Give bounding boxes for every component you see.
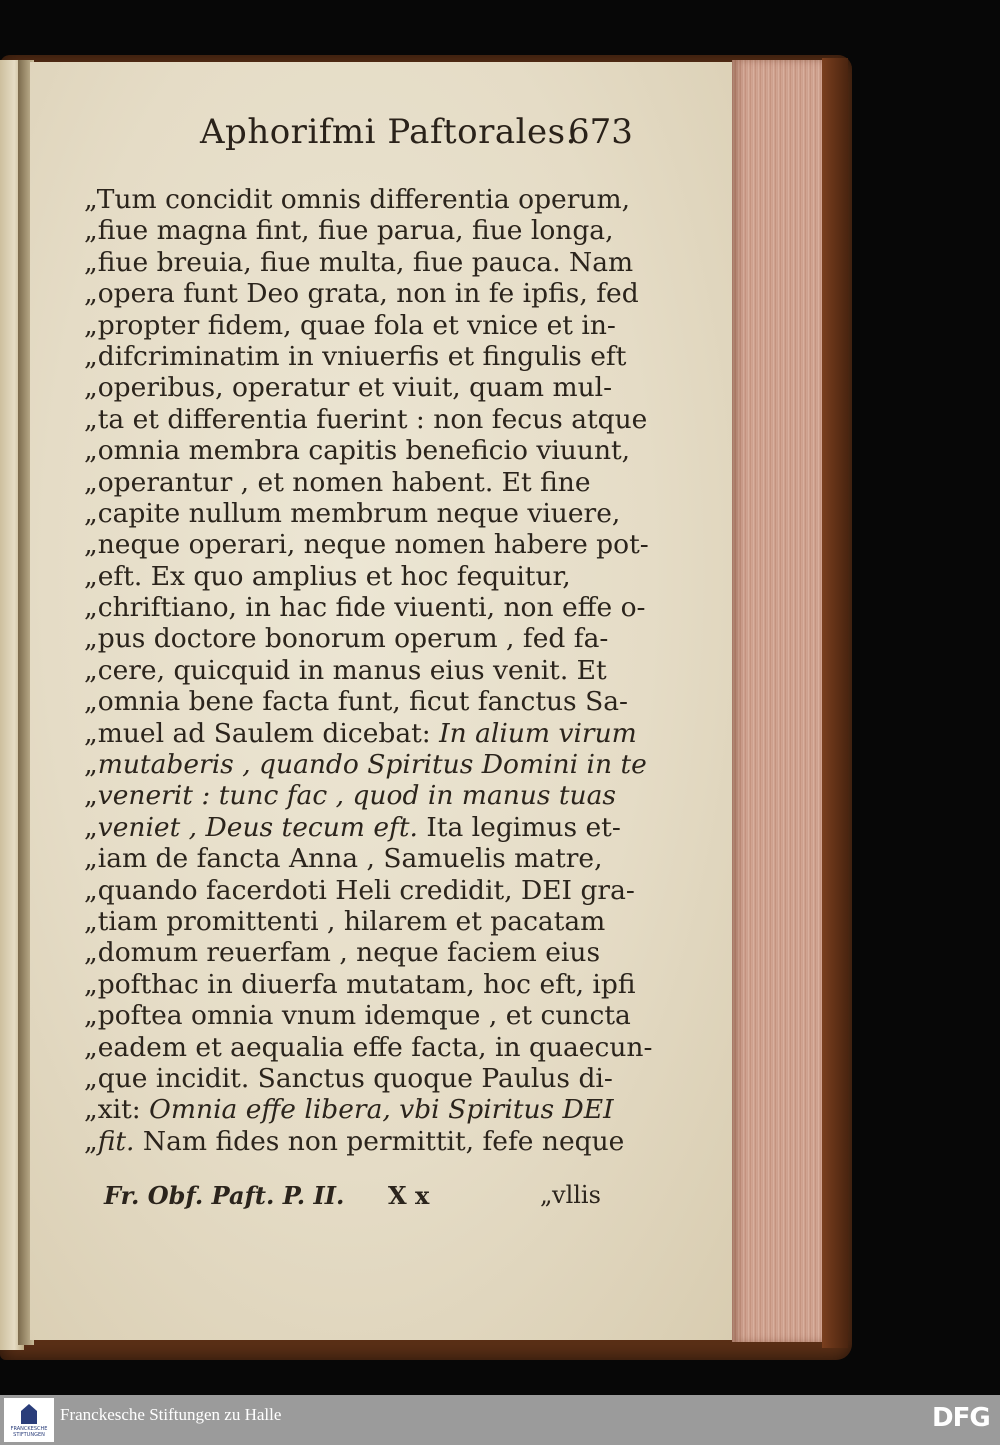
- text-segment: „opera funt Deo grata, non in fe ipfis, fed: [84, 278, 639, 310]
- text-segment: Ita legimus et-: [417, 811, 621, 843]
- text-line: [84, 310, 644, 341]
- credit-bar: [0, 1395, 1000, 1445]
- text-segment: „muel ad Saulem dicebat:: [84, 717, 440, 749]
- text-segment: „: [84, 780, 98, 812]
- text-segment: „: [84, 811, 98, 843]
- text-line: [84, 467, 644, 498]
- text-segment: „propter fidem, quae fola et vnice et in-: [84, 309, 616, 341]
- text-line: [84, 247, 644, 278]
- text-segment: „chriftiano, in hac fide viuenti, non effe o-: [84, 592, 646, 624]
- text-line: [84, 969, 644, 1000]
- signature-mark: X x: [388, 1181, 430, 1210]
- logo-caption: FRANCKESCHE STIFTUNGEN: [10, 1426, 48, 1438]
- text-segment: Omnia effe libera, vbi Spiritus DEI: [149, 1094, 614, 1126]
- text-segment: „capite nullum membrum neque viuere,: [84, 497, 621, 529]
- text-line: [84, 749, 647, 781]
- text-line: [84, 403, 648, 435]
- text-line: [84, 655, 644, 686]
- text-line: [84, 561, 644, 592]
- text-line: [84, 435, 644, 466]
- text-line: [84, 529, 649, 561]
- text-segment: „omnia bene facta funt, ficut fanctus Sa-: [84, 686, 628, 718]
- text-segment: „ta et differentia fuerint : non fecus atque: [84, 403, 648, 435]
- text-segment: „: [84, 749, 98, 781]
- text-line: [84, 1063, 644, 1094]
- orphanage-icon: [21, 1404, 37, 1424]
- catchword: „vllis: [540, 1181, 601, 1209]
- text-segment: „eadem et aequalia effe facta, in quaecun-: [84, 1031, 653, 1063]
- text-segment: „pus doctore bonorum operum , fed fa-: [84, 623, 609, 655]
- text-segment: In alium virum: [439, 717, 637, 749]
- text-line: [84, 215, 644, 246]
- text-line: [84, 372, 644, 403]
- text-line: [84, 623, 644, 654]
- signature-left: Fr. Obf. Paft. P. II.: [104, 1181, 345, 1210]
- text-line: [84, 937, 644, 968]
- text-line: [84, 592, 644, 623]
- text-segment: „cere, quicquid in manus eius venit. Et: [84, 654, 607, 686]
- page-edges: [732, 60, 824, 1342]
- text-segment: „iam de fancta Anna , Samuelis matre,: [84, 843, 603, 875]
- text-segment: Nam fides non permittit, fefe neque: [134, 1125, 625, 1157]
- text-segment: „omnia membra capitis beneficio viuunt,: [84, 435, 631, 467]
- text-segment: „pofthac in diuerfa mutatam, hoc eft, ipfi: [84, 968, 636, 1000]
- text-line: [84, 278, 644, 309]
- text-segment: venerit : tunc fac , quod in manus tuas: [97, 780, 617, 812]
- text-segment: „quando facerdoti Heli credidit, DEI gra-: [84, 874, 635, 906]
- text-segment: „que incidit. Sanctus quoque Paulus di-: [84, 1062, 613, 1094]
- text-segment: „operantur , et nomen habent. Et fine: [84, 466, 591, 498]
- text-line: [84, 341, 644, 372]
- text-line: [84, 906, 644, 937]
- text-segment: „operibus, operatur et viuit, quam mul-: [84, 372, 613, 404]
- text-line: [84, 498, 644, 529]
- institution-logo[interactable]: [4, 1398, 54, 1442]
- text-line: [84, 875, 644, 906]
- institution-name[interactable]: Franckesche Stiftungen zu Halle: [60, 1405, 282, 1424]
- text-segment: „domum reuerfam , neque faciem eius: [84, 937, 601, 969]
- text-segment: „xit:: [84, 1094, 150, 1126]
- running-head: Aphorifmi Paftorales.: [200, 112, 577, 152]
- text-line: [84, 686, 644, 717]
- text-line: [84, 718, 644, 749]
- text-segment: mutaberis , quando Spiritus Domini in te: [97, 749, 647, 781]
- text-segment: „poftea omnia vnum idemque , et cuncta: [84, 1000, 631, 1032]
- text-segment: „fiue breuia, fiue multa, fiue pauca. Nam: [84, 246, 634, 278]
- cover-edge: [822, 58, 848, 1348]
- text-segment: „neque operari, neque nomen habere pot-: [84, 529, 649, 561]
- text-segment: fit.: [97, 1125, 135, 1157]
- text-line: [84, 1000, 644, 1031]
- text-segment: „fiue magna fint, fiue parua, fiue longa,: [84, 215, 614, 247]
- text-line: [84, 184, 644, 215]
- text-line: [84, 843, 644, 874]
- text-line: [84, 812, 644, 843]
- text-line: [84, 1126, 644, 1157]
- text-segment: „Tum concidit omnis differentia operum,: [84, 184, 631, 215]
- funder-logo[interactable]: DFG: [932, 1403, 990, 1433]
- text-line: [84, 780, 644, 811]
- page-body-text: [84, 184, 653, 1157]
- text-line: [84, 1031, 653, 1063]
- text-line: [84, 1094, 644, 1125]
- text-segment: „difcriminatim in vniuerfis et fingulis eft: [84, 340, 627, 372]
- text-segment: veniet , Deus tecum eft.: [97, 811, 418, 843]
- page-number: 673: [568, 112, 633, 152]
- text-segment: „: [84, 1125, 98, 1157]
- text-segment: „eft. Ex quo amplius et hoc fequitur,: [84, 560, 571, 592]
- text-segment: „tiam promittenti , hilarem et pacatam: [84, 905, 606, 937]
